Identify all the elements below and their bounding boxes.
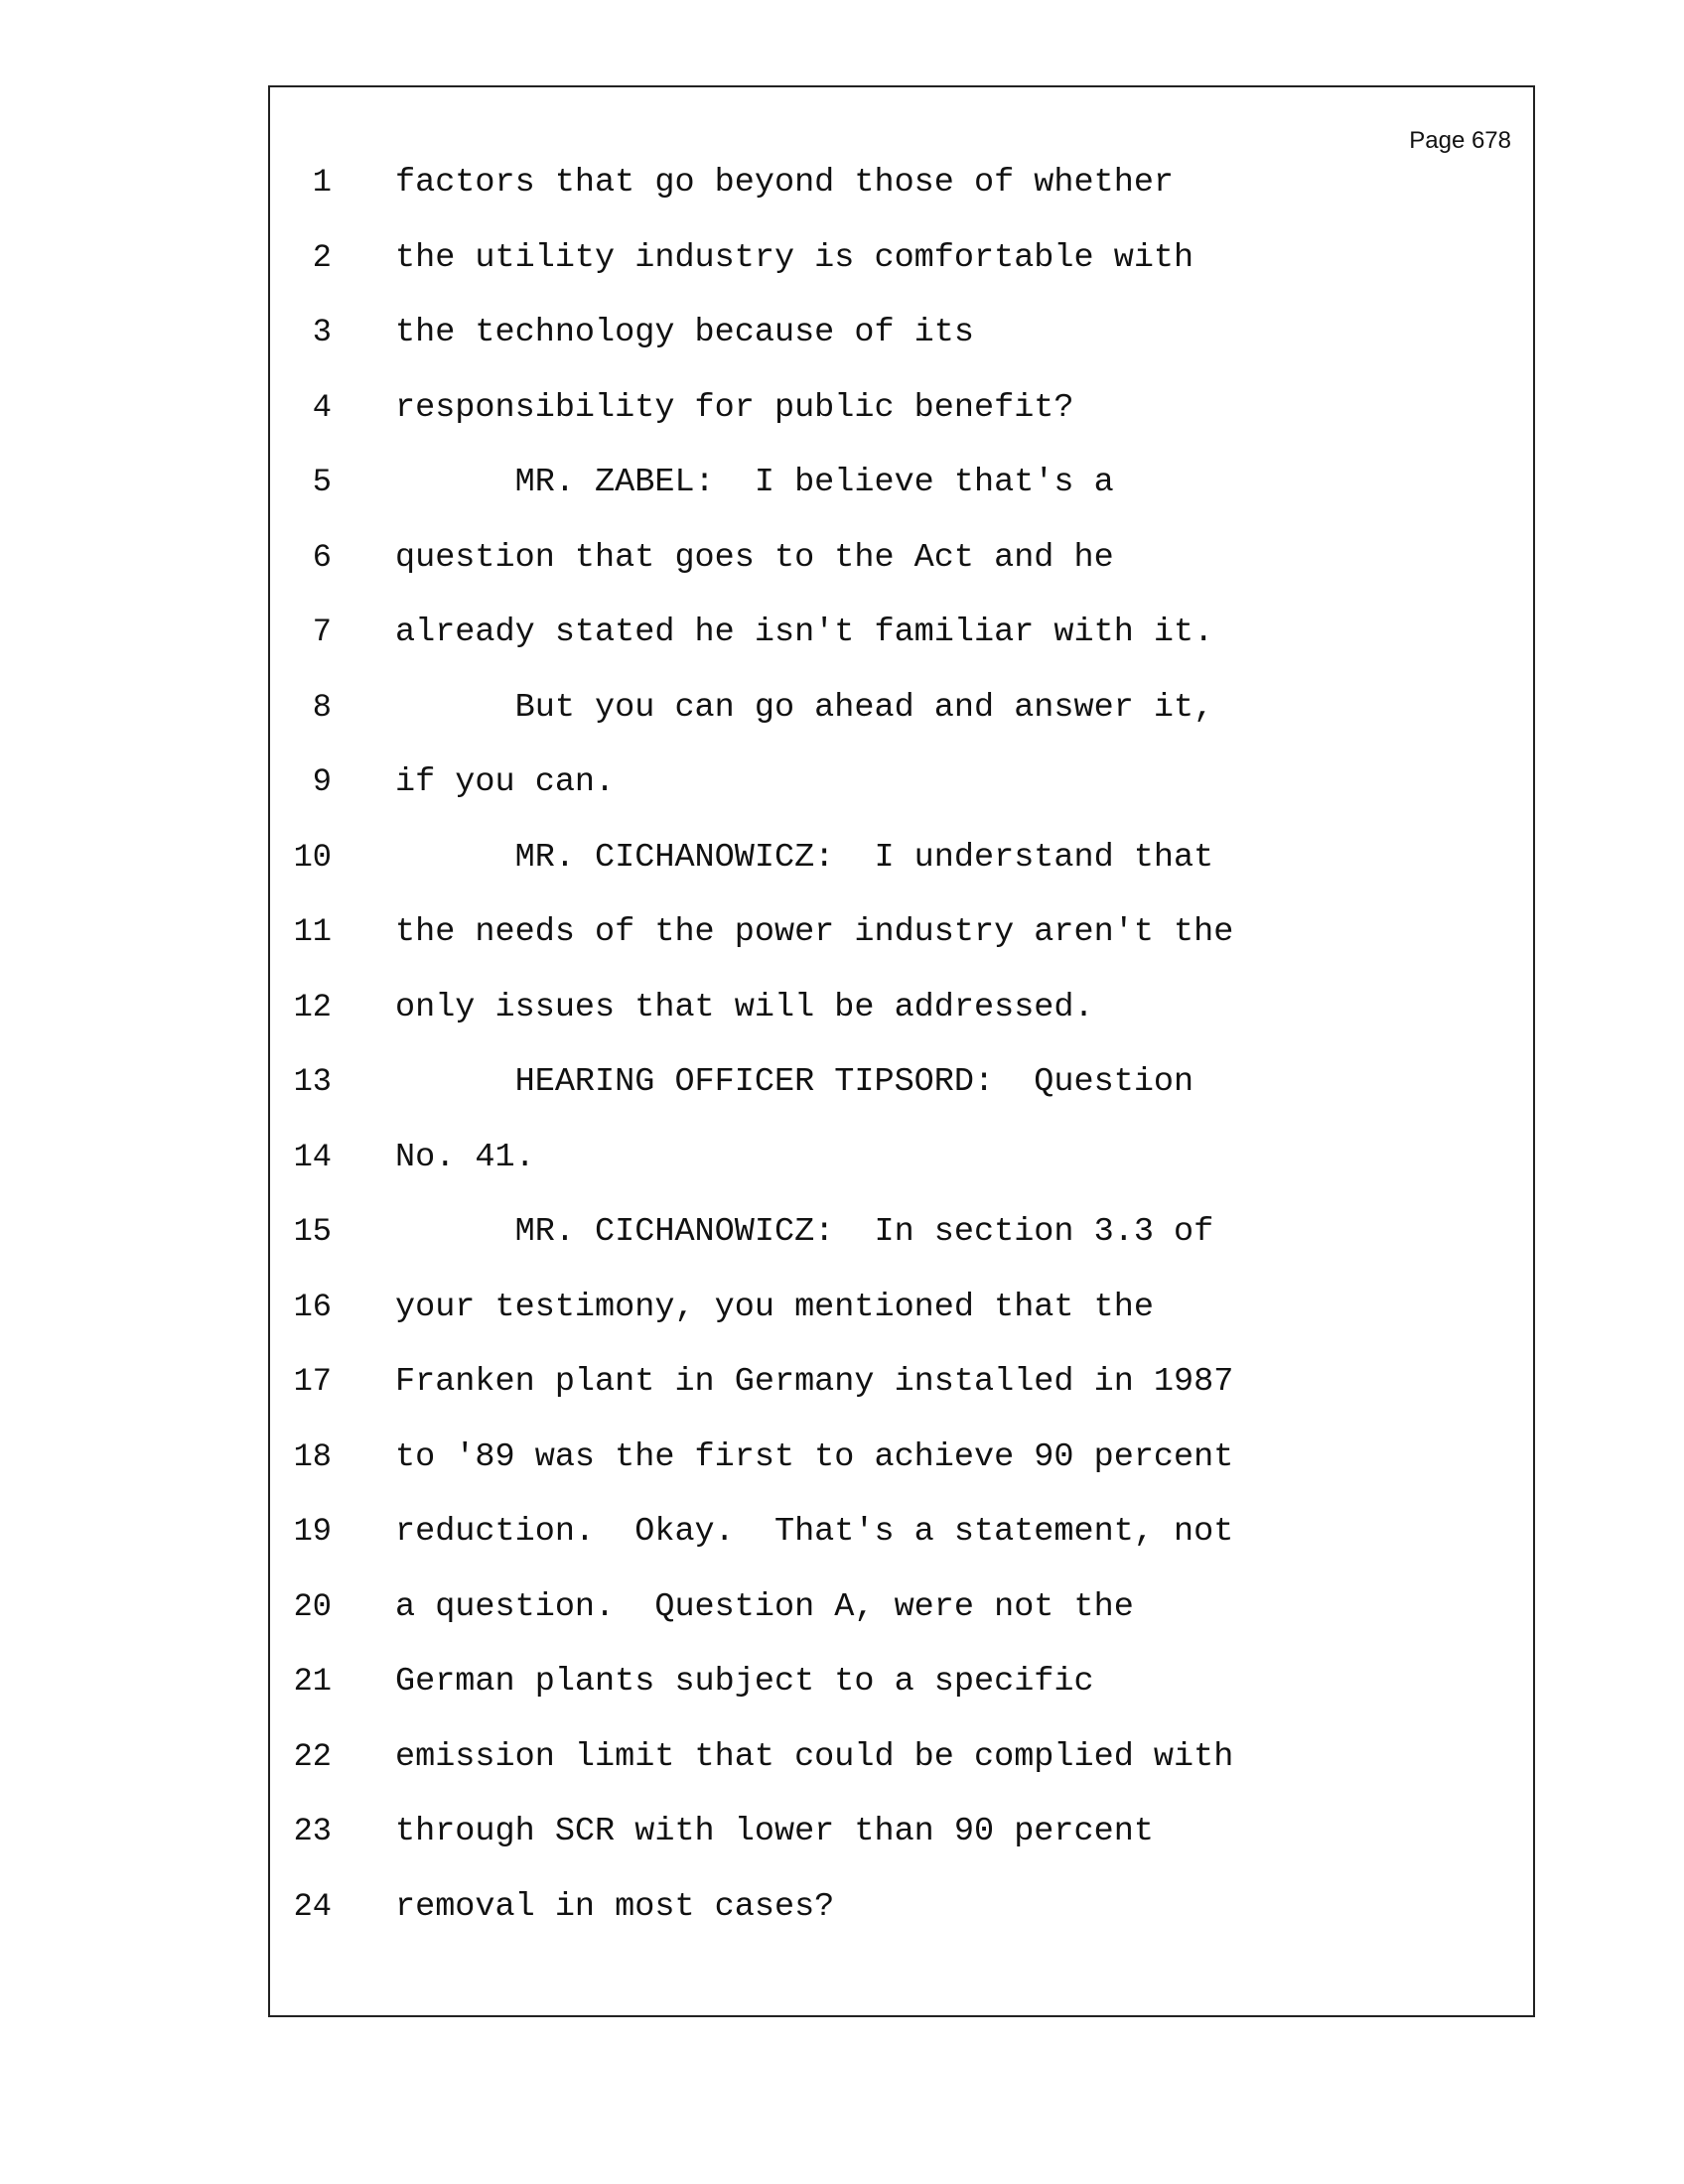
transcript-line-15: [270, 1212, 1533, 1272]
transcript-line-1: [270, 163, 1533, 222]
line-number: 10: [293, 838, 332, 876]
transcript-line-21: [270, 1662, 1533, 1721]
line-number: 21: [293, 1663, 332, 1700]
line-text: responsibility for public benefit?: [395, 388, 1074, 427]
transcript-line-4: [270, 388, 1533, 448]
line-number: 24: [293, 1887, 332, 1925]
line-number: 12: [293, 988, 332, 1025]
transcript-line-10: [270, 838, 1533, 897]
transcript-line-24: [270, 1887, 1533, 1947]
line-number: 17: [293, 1363, 332, 1400]
line-number: 1: [312, 164, 332, 201]
line-number: 5: [312, 464, 332, 500]
line-text: factors that go beyond those of whether: [395, 164, 1175, 202]
line-text: a question. Question A, were not the: [395, 1587, 1134, 1626]
transcript-line-11: [270, 912, 1533, 972]
line-number: 16: [293, 1288, 332, 1325]
line-text: through SCR with lower than 90 percent: [395, 1813, 1154, 1850]
line-text: the needs of the power industry aren't the: [395, 913, 1234, 951]
transcript-line-2: [270, 238, 1533, 298]
transcript-line-12: [270, 988, 1533, 1047]
line-number: 6: [312, 538, 332, 576]
transcript-line-20: [270, 1587, 1533, 1647]
transcript-line-18: [270, 1437, 1533, 1497]
transcript-page: [268, 85, 1535, 2017]
line-text: MR. CICHANOWICZ: In section 3.3 of: [395, 1213, 1214, 1251]
transcript-line-5: [270, 463, 1533, 522]
transcript-line-23: [270, 1812, 1533, 1871]
line-number: 4: [312, 388, 332, 426]
line-text: if you can.: [395, 763, 616, 801]
transcript-line-13: [270, 1062, 1533, 1122]
line-number: 3: [312, 314, 332, 350]
line-number: 9: [312, 763, 332, 800]
line-number: 14: [293, 1138, 332, 1175]
transcript-line-9: [270, 762, 1533, 822]
line-number: 13: [293, 1063, 332, 1100]
line-number: 20: [293, 1587, 332, 1625]
line-text: emission limit that could be complied with: [395, 1737, 1234, 1776]
line-text: removal in most cases?: [395, 1887, 835, 1926]
line-text: only issues that will be addressed.: [395, 988, 1094, 1026]
transcript-line-22: [270, 1737, 1533, 1797]
line-text: Franken plant in Germany installed in 1987: [395, 1363, 1234, 1401]
transcript-line-6: [270, 538, 1533, 598]
transcript-line-3: [270, 313, 1533, 372]
transcript-line-16: [270, 1288, 1533, 1347]
page-number: Page 678: [1409, 127, 1511, 154]
line-text: HEARING OFFICER TIPSORD: Question: [395, 1063, 1194, 1101]
line-text: your testimony, you mentioned that the: [395, 1288, 1154, 1326]
line-number: 19: [293, 1513, 332, 1550]
line-text: question that goes to the Act and he: [395, 538, 1114, 577]
line-text: MR. ZABEL: I believe that's a: [395, 464, 1114, 501]
line-text: MR. CICHANOWICZ: I understand that: [395, 838, 1214, 877]
transcript-line-8: [270, 688, 1533, 748]
transcript-line-14: [270, 1138, 1533, 1197]
line-text: No. 41.: [395, 1138, 535, 1176]
line-number: 15: [293, 1213, 332, 1250]
line-number: 11: [293, 913, 332, 950]
line-number: 22: [293, 1737, 332, 1775]
line-number: 8: [312, 688, 332, 726]
line-number: 18: [293, 1437, 332, 1475]
line-text: reduction. Okay. That's a statement, not: [395, 1513, 1234, 1551]
transcript-line-17: [270, 1362, 1533, 1422]
line-text: But you can go ahead and answer it,: [395, 688, 1214, 727]
transcript-line-19: [270, 1512, 1533, 1571]
line-text: German plants subject to a specific: [395, 1663, 1094, 1701]
line-number: 7: [312, 614, 332, 650]
line-number: 23: [293, 1813, 332, 1849]
line-text: the technology because of its: [395, 314, 974, 351]
transcript-line-7: [270, 613, 1533, 672]
line-text: already stated he isn't familiar with it.: [395, 614, 1214, 651]
line-number: 2: [312, 238, 332, 276]
line-text: the utility industry is comfortable with: [395, 238, 1194, 277]
line-text: to '89 was the first to achieve 90 percent: [395, 1437, 1234, 1476]
